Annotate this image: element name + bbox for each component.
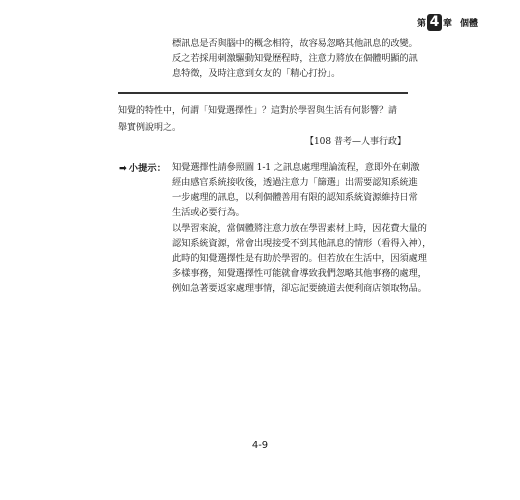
chapter-header xyxy=(417,14,478,31)
text-line: 知覺選擇性請參照圖 1-1 之訊息處理理論流程，意即外在刺激 xyxy=(172,162,420,173)
page-number: 4-9 xyxy=(251,440,269,451)
exam-question xyxy=(118,103,410,137)
text-line: 一步處理的訊息，以利個體善用有限的認知系統資源維持日常 xyxy=(172,192,418,203)
text-line: 此時的知覺選擇性是有助於學習的。但若放在生活中，因須處理 xyxy=(172,253,427,264)
answer-paragraph-2 xyxy=(172,221,432,296)
question-line: 舉實例說明之。 xyxy=(118,123,182,133)
question-source: 【108 普考—人事行政】 xyxy=(304,137,406,147)
continued-paragraph xyxy=(172,36,418,81)
question-line: 知覺的特性中，何謂「知覺選擇性」？這對於學習與生活有何影響？請 xyxy=(118,106,398,116)
chapter-title: 個體 xyxy=(459,19,478,29)
text-line: 經由感官系統接收後，透過注意力「篩選」出需要認知系統進 xyxy=(172,177,418,188)
answer-paragraph-1 xyxy=(172,160,420,220)
tip-label xyxy=(119,160,166,174)
text-line: 以學習來說，當個體將注意力放在學習素材上時，因花費大量的 xyxy=(172,223,427,234)
chapter-prefix: 第 xyxy=(416,19,426,29)
chapter-suffix: 章 xyxy=(442,19,452,29)
section-divider xyxy=(118,92,408,94)
text-line: 息特徵，及時注意到女友的「精心打扮」。 xyxy=(172,68,341,79)
arrow-right-icon: ➡ xyxy=(119,163,127,174)
text-line: 反之若採用刺激驅動知覺歷程時，注意力將放在個體明顯的訊 xyxy=(172,53,418,64)
text-line: 多樣事務，知覺選擇性可能就會導致我們忽略其他事務的處理， xyxy=(172,268,427,279)
chapter-number-badge: 4 xyxy=(427,14,442,31)
text-line: 例如急著要返家處理事情，卻忘記要繞道去便利商店領取物品。 xyxy=(172,283,427,294)
text-line: 認知系統資源，常會出現接受不到其他訊息的情形（看得入神）， xyxy=(172,238,432,249)
tip-label-text: 小提示： xyxy=(128,163,166,174)
tip-answer xyxy=(172,160,432,296)
text-line: 標訊息是否與腦中的概念相符，故容易忽略其他訊息的改變。 xyxy=(172,38,418,49)
text-line: 生活或必要行為。 xyxy=(172,207,245,218)
